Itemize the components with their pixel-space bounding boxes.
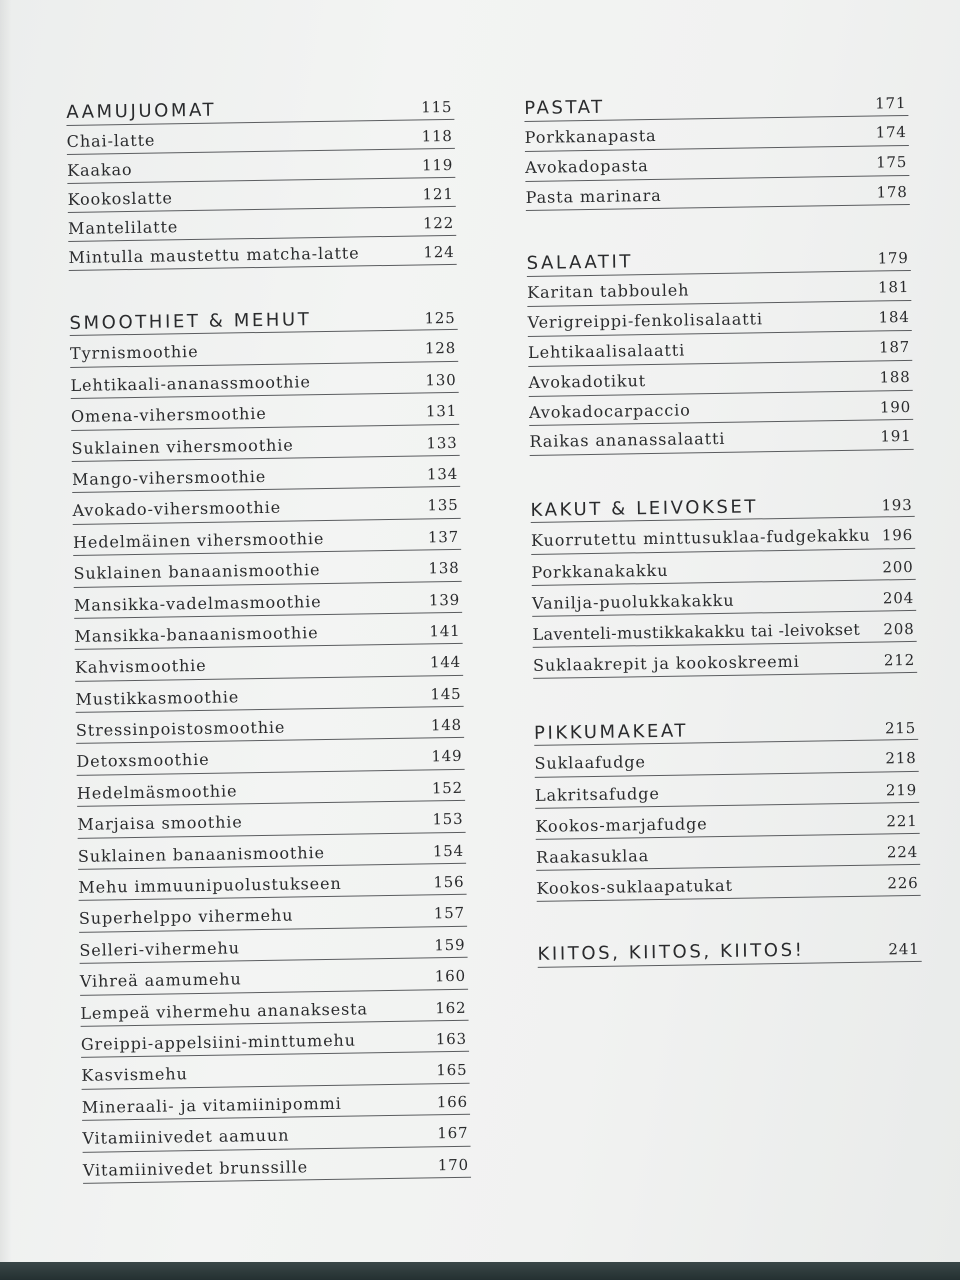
entry-page-number: 224 — [886, 842, 919, 862]
entry-title: Suklainen vihersmoothie — [71, 435, 294, 458]
entry-page-number: 135 — [427, 496, 459, 515]
entry-page-number: 170 — [437, 1155, 469, 1174]
toc-section-kiitos — [537, 932, 921, 968]
entry-page-number: 212 — [883, 651, 916, 670]
entry-title: Lehtikaali-ananassmoothie — [70, 371, 311, 395]
entry-title: Kuorrutettu minttusuklaa-fudgekakku — [530, 525, 871, 551]
entry-title: Hedelmäsmoothie — [76, 781, 238, 803]
entry-title: Avokadopasta — [525, 155, 649, 177]
entry-page-number: 162 — [435, 998, 467, 1017]
toc-entry — [529, 420, 913, 456]
entry-title: Mineraali- ja vitamiinipommi — [81, 1093, 342, 1117]
entry-page-number: 196 — [881, 526, 914, 545]
entry-page-number: 118 — [421, 126, 453, 146]
entry-page-number: 190 — [879, 397, 912, 417]
entry-title: Avokadocarpaccio — [528, 399, 691, 422]
entry-page-number: 121 — [422, 184, 454, 204]
entry-page-number: 141 — [429, 621, 461, 641]
section-title: PIKKUMAKEAT — [533, 720, 689, 745]
entry-page-number: 156 — [433, 872, 465, 892]
entry-page-number: 175 — [875, 152, 908, 172]
entry-title: Raakasuklaa — [535, 846, 650, 867]
entry-title: Kasvismehu — [81, 1064, 188, 1086]
entry-title: Superhelppo vihermehu — [78, 905, 294, 929]
entry-title: Kookos-suklaapatukat — [536, 876, 733, 899]
entry-title: Tyrnismoothie — [69, 342, 199, 364]
entry-title: Raikas ananassalaatti — [529, 429, 726, 452]
entry-title: Avokado-vihersmoothie — [72, 498, 282, 521]
section-page-number: 125 — [424, 308, 456, 328]
entry-page-number: 134 — [426, 464, 459, 484]
entry-page-number: 154 — [432, 841, 465, 860]
entry-title: Kaakao — [67, 159, 133, 180]
entry-page-number: 157 — [433, 904, 466, 923]
section-page-number: 241 — [888, 940, 920, 959]
toc-entry — [68, 236, 456, 271]
toc-section-aamujuomat — [66, 90, 457, 271]
entry-title: Vanilja-puolukkakakku — [531, 590, 735, 613]
entry-title: Porkkanakakku — [531, 560, 669, 582]
entry-page-number: 221 — [886, 811, 918, 831]
entry-title: Lakritsafudge — [534, 783, 660, 805]
entry-title: Mehu immuunipuolustukseen — [78, 873, 342, 897]
entry-title: Mantelilatte — [67, 217, 179, 238]
entry-title: Kookos-marjafudge — [535, 814, 708, 836]
entry-page-number: 204 — [882, 588, 915, 608]
section-page-number: 215 — [884, 719, 917, 738]
entry-title: Stressinpoistosmoothie — [75, 717, 286, 740]
section-heading — [537, 932, 921, 968]
toc-section-pastat — [524, 86, 910, 211]
entry-page-number: 166 — [436, 1092, 468, 1112]
section-page-number: 115 — [421, 97, 453, 117]
toc-right-column — [524, 86, 922, 1004]
entry-title: Detoxsmoothie — [76, 750, 210, 772]
entry-title: Hedelmäinen vihersmoothie — [72, 528, 325, 552]
section-title: AAMUJUOMAT — [66, 99, 217, 123]
entry-title: Suklainen banaanismoothie — [73, 560, 321, 584]
entry-title: Suklainen banaanismoothie — [77, 842, 326, 866]
entry-page-number: 133 — [426, 433, 458, 452]
section-title: SALAATIT — [526, 251, 634, 275]
toc-section-salaatit — [526, 241, 913, 456]
entry-title: Verigreippi-fenkolisalaatti — [527, 309, 764, 333]
entry-title: Greippi-appelsiini-minttumehu — [80, 1030, 357, 1054]
entry-title: Suklaafudge — [534, 752, 646, 774]
entry-page-number: 138 — [428, 559, 460, 578]
table-surface — [0, 1262, 960, 1280]
entry-page-number: 160 — [434, 967, 467, 986]
entry-page-number: 144 — [429, 653, 462, 672]
entry-page-number: 208 — [883, 619, 915, 639]
toc-section-kakut-leivokset — [530, 486, 917, 679]
entry-page-number: 148 — [430, 715, 463, 735]
entry-title: Porkkanapasta — [524, 125, 657, 147]
section-title: PASTAT — [524, 96, 605, 119]
entry-page-number: 178 — [876, 182, 908, 202]
section-title: KIITOS, KIITOS, KIITOS! — [537, 940, 805, 966]
entry-title: Suklaakrepit ja kookoskreemi — [532, 651, 800, 676]
toc-entry — [525, 176, 909, 212]
entry-title: Pasta marinara — [525, 185, 662, 207]
section-title: KAKUT & LEIVOKSET — [530, 496, 759, 522]
entry-page-number: 124 — [423, 242, 455, 262]
entry-title: Mansikka-banaanismoothie — [74, 623, 319, 646]
entry-page-number: 137 — [427, 527, 460, 547]
entry-page-number: 130 — [425, 370, 457, 390]
toc-entry — [536, 865, 920, 902]
entry-page-number: 153 — [432, 810, 464, 829]
entry-page-number: 218 — [885, 749, 917, 768]
entry-page-number: 174 — [875, 122, 907, 142]
entry-title: Avokadotikut — [528, 370, 647, 392]
entry-page-number: 152 — [431, 778, 464, 798]
entry-title: Vitamiinivedet brunssille — [82, 1156, 309, 1180]
entry-title: Lempeä vihermehu ananaksesta — [80, 998, 369, 1023]
entry-title: Marjaisa smoothie — [77, 812, 243, 835]
entry-title: Kahvismoothie — [74, 656, 207, 678]
entry-page-number: 184 — [878, 308, 910, 327]
entry-page-number: 149 — [431, 747, 463, 766]
entry-page-number: 200 — [882, 557, 914, 576]
entry-title: Kookoslatte — [67, 188, 173, 209]
entry-title: Mintulla maustettu matcha-latte — [68, 243, 360, 267]
toc-left-column — [66, 90, 472, 1220]
entry-page-number: 167 — [437, 1123, 469, 1143]
entry-page-number: 119 — [421, 155, 454, 175]
section-page-number: 193 — [881, 496, 913, 515]
entry-page-number: 226 — [887, 874, 919, 893]
entry-title: Selleri-vihermehu — [79, 938, 240, 960]
toc-section-smoothiet-mehut — [69, 299, 471, 1184]
entry-page-number: 191 — [880, 427, 912, 446]
entry-title: Karitan tabbouleh — [527, 280, 690, 303]
entry-page-number: 131 — [425, 402, 458, 421]
entry-title: Vitamiinivedet aamuun — [82, 1125, 290, 1149]
entry-title: Omena-vihersmoothie — [70, 404, 267, 427]
entry-page-number: 181 — [877, 278, 910, 297]
entry-page-number: 165 — [436, 1061, 468, 1080]
entry-page-number: 159 — [434, 935, 466, 955]
entry-title: Mango-vihersmoothie — [71, 466, 267, 489]
entry-title: Lehtikaalisalaatti — [527, 340, 686, 362]
section-title: SMOOTHIET & MEHUT — [69, 309, 312, 334]
entry-page-number: 139 — [428, 590, 461, 609]
entry-page-number: 187 — [878, 337, 911, 357]
entry-page-number: 163 — [435, 1029, 467, 1049]
entry-page-number: 128 — [424, 339, 457, 358]
entry-page-number: 122 — [422, 213, 455, 233]
section-page-number: 171 — [875, 93, 907, 113]
toc-section-pikkumakeat — [534, 709, 921, 902]
entry-title: Vihreä aamumehu — [79, 969, 242, 992]
entry-page-number: 219 — [885, 780, 918, 800]
entry-title: Mansikka-vadelmasmoothie — [73, 591, 322, 615]
entry-title: Laventeli-mustikkakakku tai -leivokset — [532, 619, 861, 644]
entry-title: Chai-latte — [66, 130, 156, 151]
section-page-number: 179 — [877, 249, 909, 268]
toc-entry — [83, 1146, 471, 1183]
entry-title: Mustikkasmoothie — [75, 687, 240, 709]
toc-entry — [533, 642, 917, 679]
entry-page-number: 188 — [879, 367, 911, 387]
entry-page-number: 145 — [430, 684, 462, 704]
